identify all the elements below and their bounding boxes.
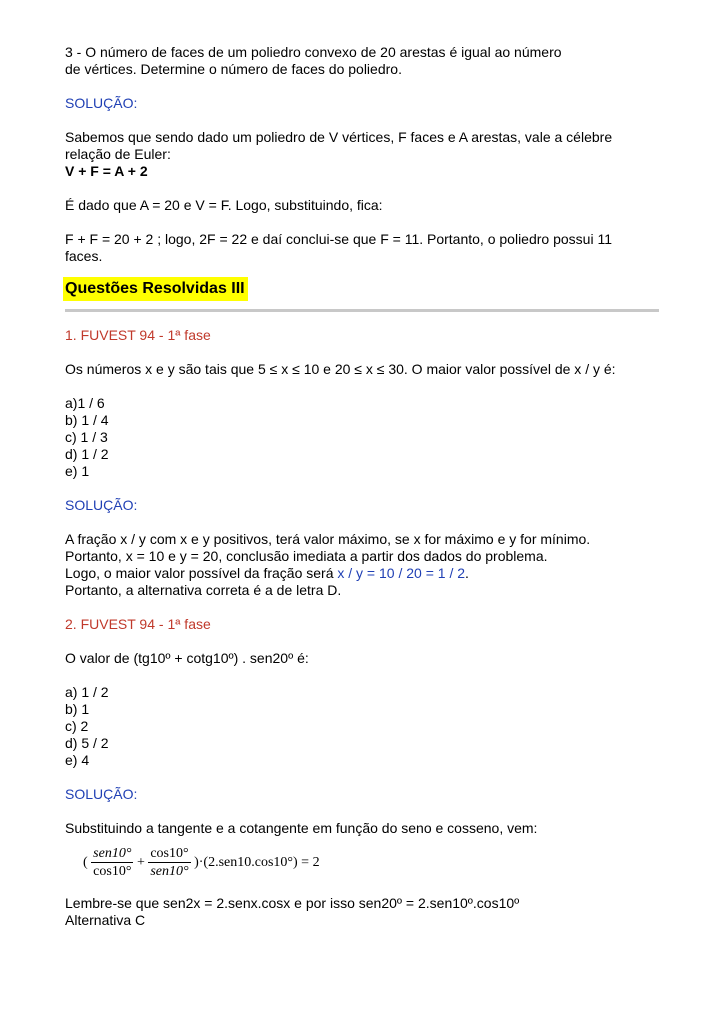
formula-fraction-2 [148,845,190,880]
q3-solution-line1: Sabemos que sendo dado um poliedro de V vértices, F faces e A arestas, vale a célebre [65,129,613,145]
document-page [65,44,665,929]
q3-statement-line2: de vértices. Determine o número de faces do poliedro. [65,61,402,77]
problem1-option-d: d) 1 / 2 [65,446,109,462]
problem2-heading: 2. FUVEST 94 - 1ª fase [65,616,211,632]
formula-fraction-1-numerator: sen10° [93,846,132,861]
problem2-solution-line2: Lembre-se que sen2x = 2.senx.cosx e por isso sen20º = 2.sen10º.cos10º [65,895,520,911]
formula-fraction-2-numerator: cos10° [150,846,189,861]
q3-statement-line1: 3 - O número de faces de um poliedro convexo de 20 arestas é igual ao número [65,44,562,60]
formula-open-paren: ( [83,855,88,870]
euler-relation: V + F = A + 2 [65,163,148,179]
formula-fraction-1-denominator: cos10° [93,864,132,879]
problem2-solution-label: SOLUÇÃO: [65,786,138,802]
problem2-statement: O valor de (tg10º + cotg10º) . sen20º é: [65,650,309,666]
problem1-result: x / y = 10 / 20 = 1 / 2 [337,565,466,581]
problem1-solution-line3 [65,565,665,582]
problem1-result-period: . [465,565,469,581]
formula-fraction-1 [91,845,133,880]
problem2-answer: Alternativa C [65,912,146,928]
formula-plus: + [136,855,145,870]
problem1-solution-line1: A fração x / y com x e y positivos, terá valor máximo, se x for máximo e y for mínimo. [65,531,591,547]
trig-formula [83,845,665,885]
problem1-option-b: b) 1 / 4 [65,412,109,428]
problem1-solution-text: Logo, o maior valor possível da fração será [65,565,338,581]
problem2-option-a: a) 1 / 2 [65,684,109,700]
problem1-option-a: a)1 / 6 [65,395,105,411]
section-title: Questões Resolvidas III [63,277,248,301]
q3-solution-line2: relação de Euler: [65,146,171,162]
problem1-option-c: c) 1 / 3 [65,429,108,445]
problem2-option-b: b) 1 [65,701,90,717]
problem1-heading: 1. FUVEST 94 - 1ª fase [65,327,211,343]
problem1-solution-line2: Portanto, x = 10 e y = 20, conclusão imediata a partir dos dados do problema. [65,548,548,564]
formula-rest: )·(2.sen10.cos10°) = 2 [194,855,320,870]
problem2-option-c: c) 2 [65,718,89,734]
problem1-solution-line4: Portanto, a alternativa correta é a de letra D. [65,582,342,598]
problem1-statement: Os números x e y são tais que 5 ≤ x ≤ 10 e 20 ≤ x ≤ 30. O maior valor possível de x / y é: [65,361,616,377]
q3-solution-line5: faces. [65,248,103,264]
problem2-option-e: e) 4 [65,752,90,768]
q3-solution-label: SOLUÇÃO: [65,95,138,111]
q3-solution-line4: F + F = 20 + 2 ; logo, 2F = 22 e daí conclui-se que F = 11. Portanto, o poliedro possui 11 [65,231,612,247]
q3-solution-line3: É dado que A = 20 e V = F. Logo, substituindo, fica: [65,197,383,213]
problem1-option-e: e) 1 [65,463,90,479]
problem2-solution-line1: Substituindo a tangente e a cotangente em função do seno e cosseno, vem: [65,820,538,836]
problem2-option-d: d) 5 / 2 [65,735,109,751]
problem1-solution-label: SOLUÇÃO: [65,497,138,513]
formula-fraction-2-denominator: sen10° [150,864,189,879]
